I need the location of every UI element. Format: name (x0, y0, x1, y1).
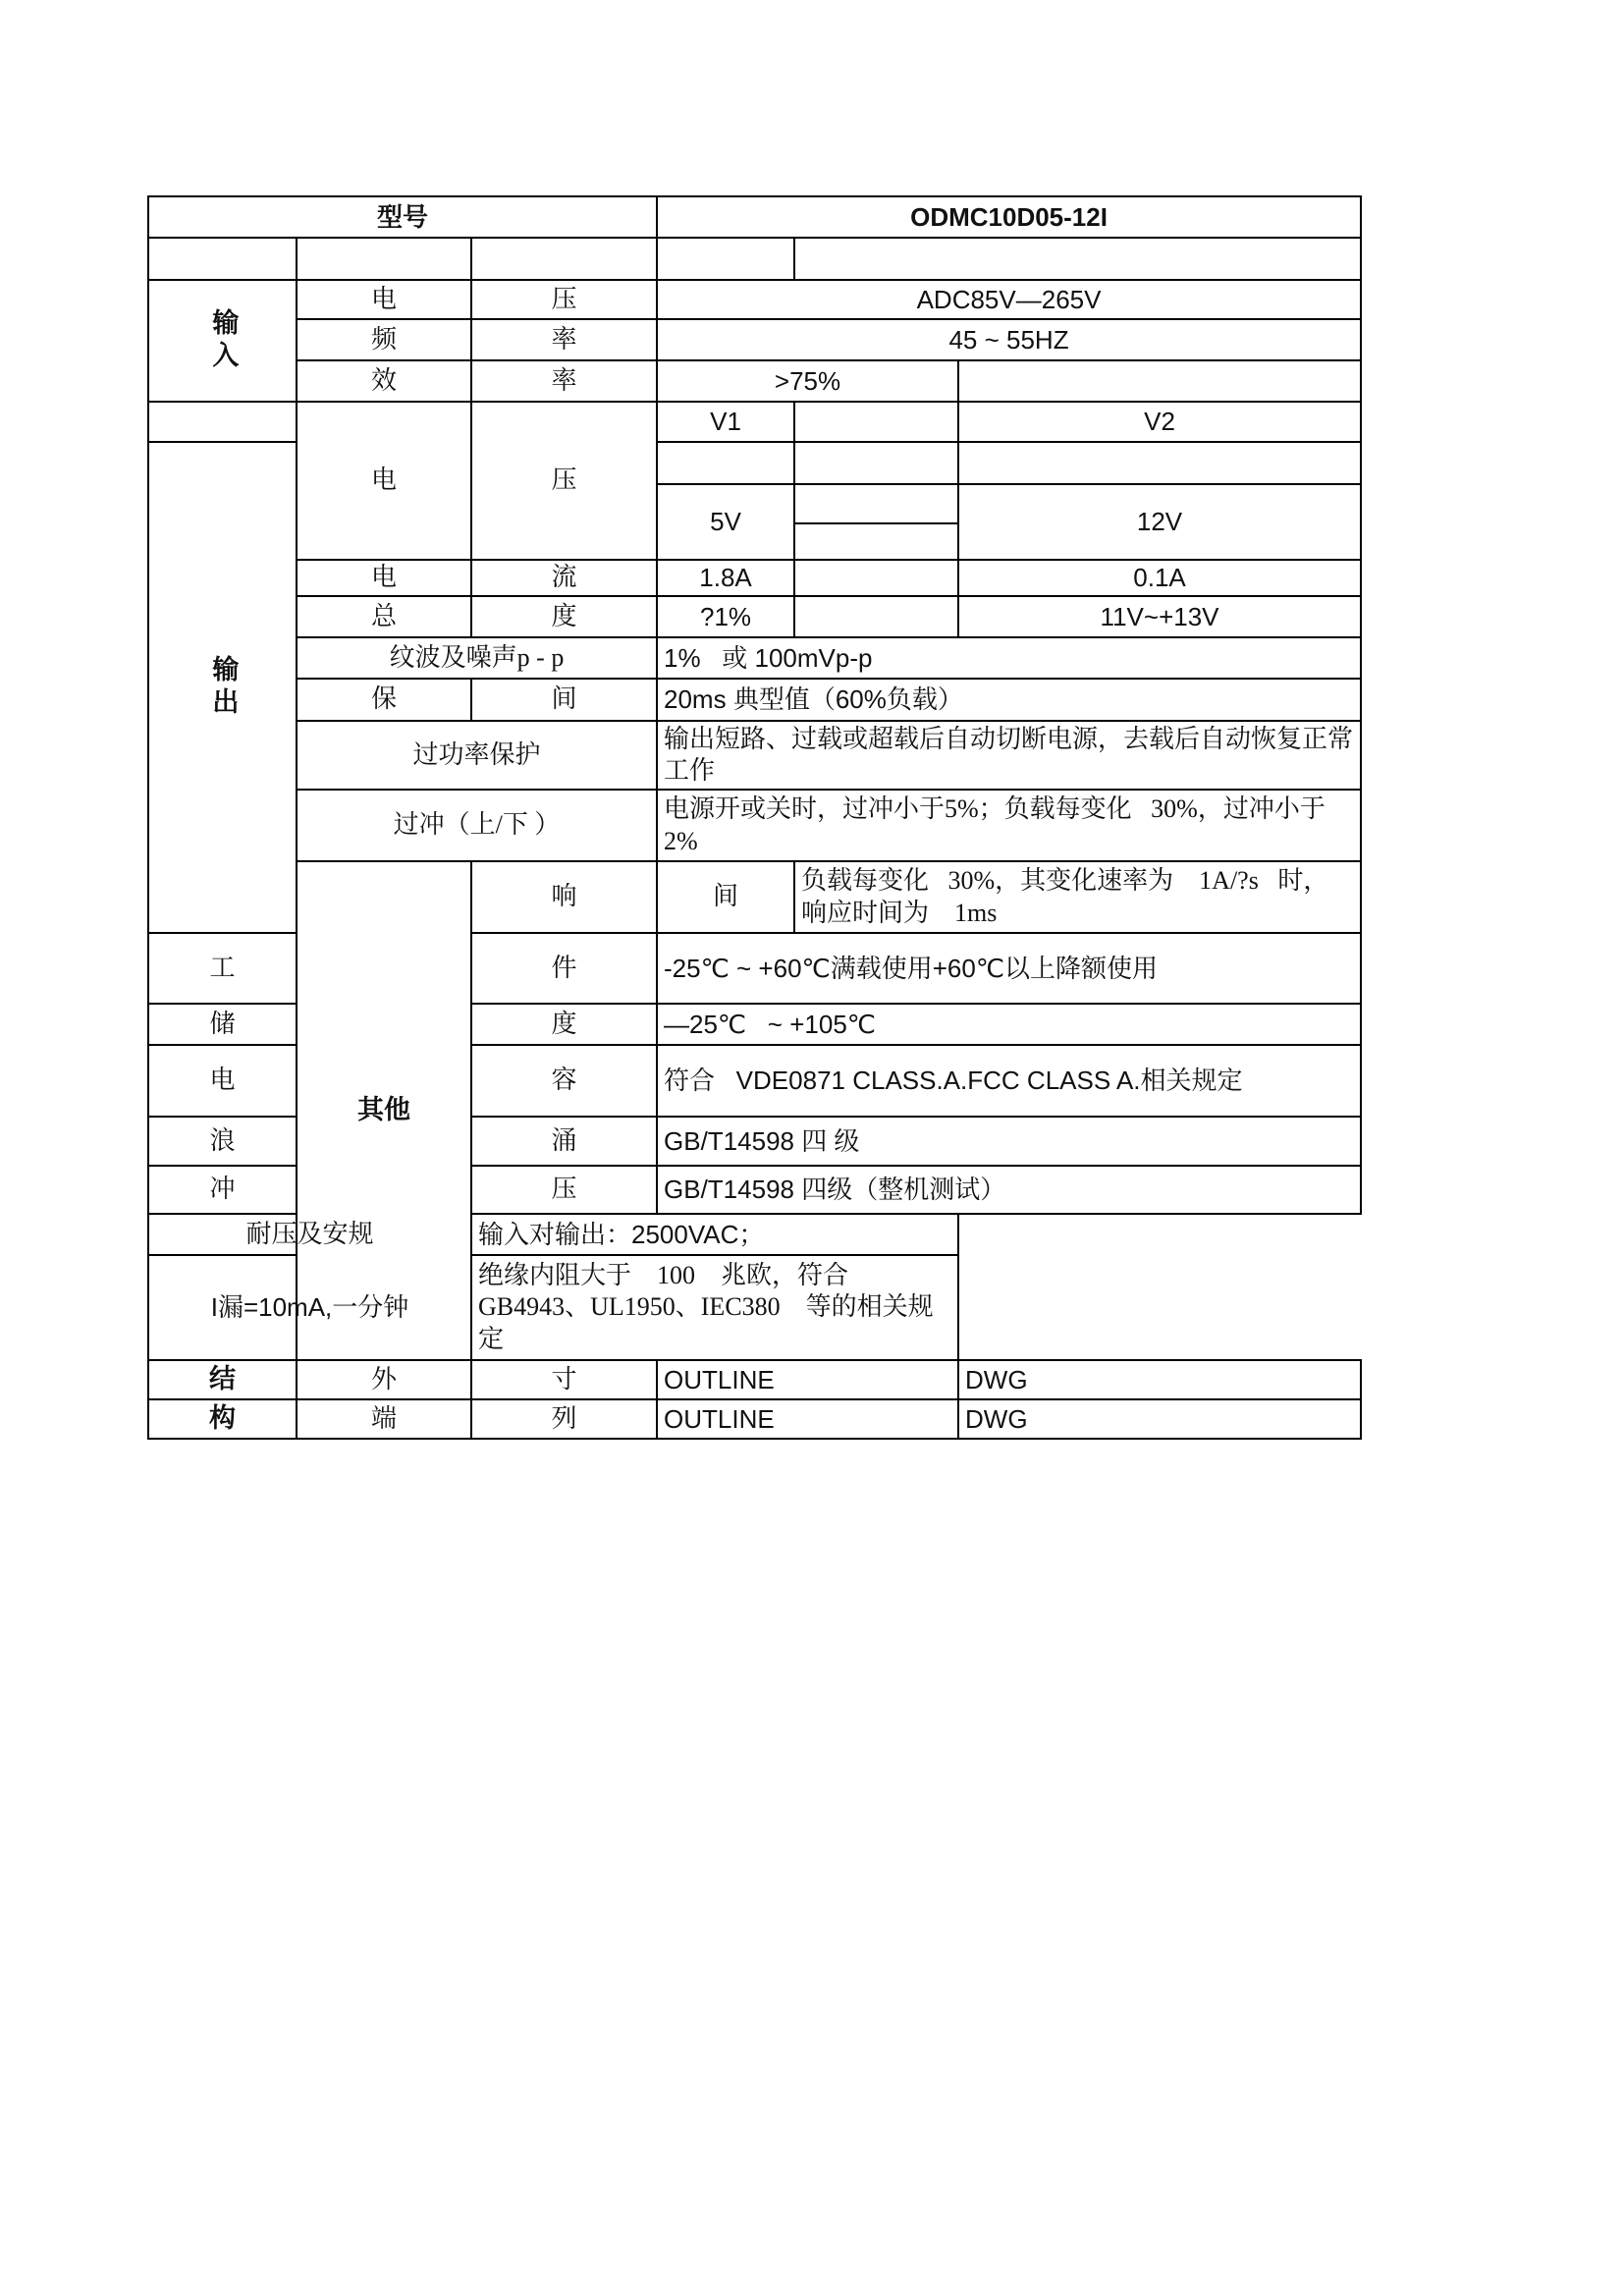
storage-value: —25℃ ~ +105℃ (657, 1004, 1361, 1045)
overpower-value: 输出短路、过载或超载后自动切断电源，去载后自动恢复正常工作 (657, 721, 1361, 790)
label-char: 间 (657, 861, 794, 933)
blank-cell (148, 402, 297, 442)
blank-cell (657, 238, 794, 280)
leak-value: 绝缘内阻大于 100 兆欧，符合 GB4943、UL1950、IEC380 等的相关规定 (471, 1255, 958, 1360)
ripple-label: 纹波及噪声p - p (297, 637, 657, 679)
label-char: 保 (297, 679, 471, 721)
label-char: 率 (471, 319, 657, 360)
table-row (148, 861, 1361, 933)
hold-value: 20ms 典型值（60%负载） (657, 679, 1361, 721)
table-row (148, 721, 1361, 790)
label-char: 总 (297, 596, 471, 637)
surge-value: GB/T14598 四 级 (657, 1117, 1361, 1166)
blank-cell (794, 523, 958, 560)
label-char: 度 (471, 1004, 657, 1045)
table-row (148, 596, 1361, 637)
overpower-label: 过功率保护 (297, 721, 657, 790)
input-efficiency-value: >75% (657, 360, 958, 402)
blank-cell (794, 560, 958, 596)
label-char: 外 (297, 1360, 471, 1399)
table-row-header (148, 196, 1361, 238)
label-char: 度 (471, 596, 657, 637)
output-current-v1: 1.8A (657, 560, 794, 596)
blank-cell (794, 442, 958, 484)
label-char: 端 (297, 1399, 471, 1439)
label-char: 率 (471, 360, 657, 402)
withstand-label: 耐压及安规 (148, 1214, 471, 1255)
table-row (148, 1360, 1361, 1399)
table-row (148, 402, 1361, 442)
blank-cell (794, 484, 958, 523)
label-char: 压 (471, 280, 657, 319)
work-value: -25℃ ~ +60℃满载使用+60℃以上降额使用 (657, 933, 1361, 1004)
blank-cell (471, 238, 657, 280)
model-value: ODMC10D05-12I (657, 196, 1361, 238)
emc-value: 符合 VDE0871 CLASS.A.FCC CLASS A.相关规定 (657, 1045, 1361, 1117)
table-row (148, 360, 1361, 402)
pins-v1: OUTLINE (657, 1399, 958, 1439)
label-char: 效 (297, 360, 471, 402)
output-precision-v1: ?1% (657, 596, 794, 637)
spec-table (147, 195, 1362, 1440)
output-v2-value: 12V (958, 484, 1361, 560)
table-row (148, 679, 1361, 721)
table-row (148, 637, 1361, 679)
leak-label: I漏=10mA,一分钟 (148, 1255, 471, 1360)
model-label: 型号 (148, 196, 657, 238)
pins-v2: DWG (958, 1399, 1361, 1439)
blank-cell (148, 238, 297, 280)
withstand-value: 输入对输出：2500VAC； (471, 1214, 958, 1255)
label-char: 电 (297, 560, 471, 596)
label-char: 电 (297, 280, 471, 319)
label-char: 电 (297, 402, 471, 560)
label-char: 压 (471, 1166, 657, 1214)
table-row (148, 280, 1361, 319)
section-input-label: 输入 (208, 308, 239, 373)
blank-cell (657, 442, 794, 484)
label-char: 频 (297, 319, 471, 360)
outline-v1: OUTLINE (657, 1360, 958, 1399)
blank-cell (958, 442, 1361, 484)
label-char: 件 (471, 933, 657, 1004)
section-output (148, 442, 297, 933)
input-frequency-value: 45 ~ 55HZ (657, 319, 1361, 360)
label-char: 寸 (471, 1360, 657, 1399)
label-char: 冲 (148, 1166, 297, 1214)
output-precision-v2: 11V~+13V (958, 596, 1361, 637)
label-char: 涌 (471, 1117, 657, 1166)
blank-cell (297, 238, 471, 280)
table-row (148, 319, 1361, 360)
label-char: 储 (148, 1004, 297, 1045)
response-value: 负载每变化 30%，其变化速率为 1A/?s 时，响应时间为 1ms (794, 861, 1361, 933)
label-char: 工 (148, 933, 297, 1004)
impulse-value: GB/T14598 四级（整机测试） (657, 1166, 1361, 1214)
blank-cell (958, 360, 1361, 402)
output-v1-value: 5V (657, 484, 794, 560)
label-char: 压 (471, 402, 657, 560)
section-output-label: 输出 (208, 655, 239, 720)
label-char: 流 (471, 560, 657, 596)
input-voltage-value: ADC85V—265V (657, 280, 1361, 319)
output-v2-head: V2 (958, 402, 1361, 442)
table-row (148, 560, 1361, 596)
table-row (148, 1214, 1361, 1255)
blank-cell (794, 238, 1361, 280)
section-structure-a: 结 (148, 1360, 297, 1399)
table-row (148, 1255, 1361, 1360)
section-structure-b: 构 (148, 1399, 297, 1439)
section-other: 其他 (297, 861, 471, 1360)
blank-cell (794, 596, 958, 637)
output-v1-head: V1 (657, 402, 794, 442)
label-char: 浪 (148, 1117, 297, 1166)
overshoot-label: 过冲（上/下 ） (297, 790, 657, 861)
label-char: 响 (471, 861, 657, 933)
outline-v2: DWG (958, 1360, 1361, 1399)
output-current-v2: 0.1A (958, 560, 1361, 596)
section-input (148, 280, 297, 402)
overshoot-value: 电源开或关时，过冲小于5%；负载每变化 30%，过冲小于2% (657, 790, 1361, 861)
table-row-blank (148, 238, 1361, 280)
label-char: 容 (471, 1045, 657, 1117)
label-char: 间 (471, 679, 657, 721)
label-char: 列 (471, 1399, 657, 1439)
label-char: 电 (148, 1045, 297, 1117)
blank-cell (794, 402, 958, 442)
table-row (148, 790, 1361, 861)
table-row (148, 1399, 1361, 1439)
ripple-value: 1% 或 100mVp-p (657, 637, 1361, 679)
